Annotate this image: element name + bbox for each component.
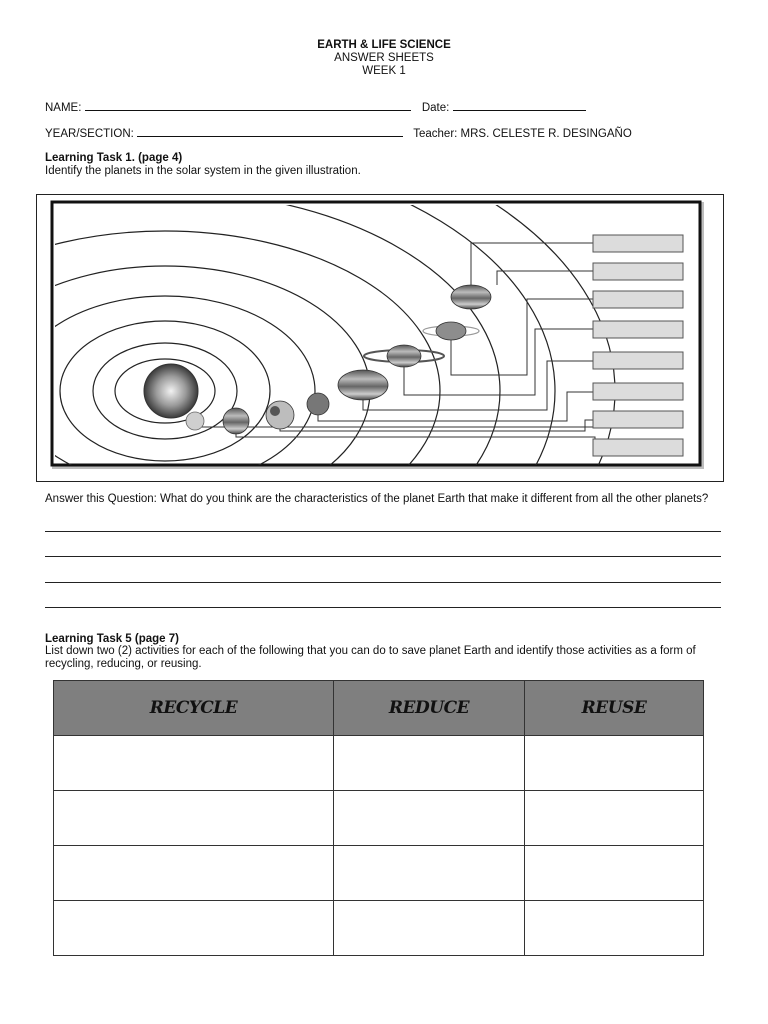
- teacher-name: MRS. CELESTE R. DESINGAÑO: [460, 128, 632, 140]
- table-cell[interactable]: [525, 846, 704, 901]
- table-cell[interactable]: [334, 901, 525, 956]
- recycle-reduce-reuse-table: [53, 680, 704, 956]
- table-cell[interactable]: [334, 791, 525, 846]
- table-row: [54, 846, 704, 901]
- task5-heading: Learning Task 5 (page 7): [45, 633, 179, 645]
- year-teacher-row: [45, 125, 632, 140]
- answer-line-2[interactable]: [45, 556, 721, 557]
- table-cell[interactable]: [54, 901, 334, 956]
- planet-venus-icon: [223, 408, 249, 434]
- table-cell[interactable]: [54, 791, 334, 846]
- table-cell[interactable]: [525, 901, 704, 956]
- name-label: NAME:: [45, 102, 82, 114]
- planet-label-box[interactable]: [593, 235, 683, 252]
- table-row: [54, 791, 704, 846]
- planet-label-box[interactable]: [593, 321, 683, 338]
- table-cell[interactable]: [334, 736, 525, 791]
- planet-label-box[interactable]: [593, 263, 683, 280]
- column-header-reduce: REDUCE: [334, 681, 525, 736]
- date-field[interactable]: [453, 99, 586, 111]
- task1-instruction: Identify the planets in the solar system in the given illustration.: [45, 165, 361, 177]
- task5-instruction: List down two (2) activities for each of the following that you can do to save planet Earth and identify those activities as a form of recycling, reducing, or reusing.: [45, 645, 696, 670]
- solar-system-illustration: [36, 194, 724, 482]
- planet-jupiter-icon: [338, 370, 388, 400]
- planet-label-box[interactable]: [593, 439, 683, 456]
- page-subtitle: ANSWER SHEETS: [334, 52, 434, 64]
- date-label: Date:: [421, 102, 450, 114]
- answer-line-4[interactable]: [45, 607, 721, 608]
- table-row: [54, 736, 704, 791]
- answer-line-1[interactable]: [45, 531, 721, 532]
- planet-mars-icon: [307, 393, 329, 415]
- sun-icon: [144, 364, 198, 418]
- column-header-recycle: RECYCLE: [54, 681, 334, 736]
- name-field[interactable]: [85, 99, 411, 111]
- task1-heading: Learning Task 1. (page 4): [45, 152, 183, 164]
- planet-label-box[interactable]: [593, 291, 683, 308]
- page-title: EARTH & LIFE SCIENCE: [317, 39, 451, 51]
- column-header-reuse: REUSE: [525, 681, 704, 736]
- name-date-row: [45, 99, 586, 114]
- year-section-field[interactable]: [137, 125, 403, 137]
- teacher-label: Teacher:: [413, 128, 458, 140]
- table-cell[interactable]: [334, 846, 525, 901]
- year-section-label: YEAR/SECTION:: [45, 128, 134, 140]
- planet-label-box[interactable]: [593, 411, 683, 428]
- planet-earth-icon: [266, 401, 294, 429]
- planet-mercury-icon: [186, 412, 204, 430]
- table-cell[interactable]: [54, 736, 334, 791]
- table-cell[interactable]: [525, 736, 704, 791]
- planet-label-box[interactable]: [593, 352, 683, 369]
- solar-system-diagram: [37, 195, 723, 481]
- answer-line-3[interactable]: [45, 582, 721, 583]
- planet-label-box[interactable]: [593, 383, 683, 400]
- table-cell[interactable]: [54, 846, 334, 901]
- planet-neptune-icon: [451, 285, 491, 309]
- question-text: Answer this Question: What do you think are the characteristics of the planet Earth that make it different from all the other planets?: [45, 493, 709, 505]
- table-cell[interactable]: [525, 791, 704, 846]
- table-row: [54, 901, 704, 956]
- week-label: WEEK 1: [362, 65, 406, 77]
